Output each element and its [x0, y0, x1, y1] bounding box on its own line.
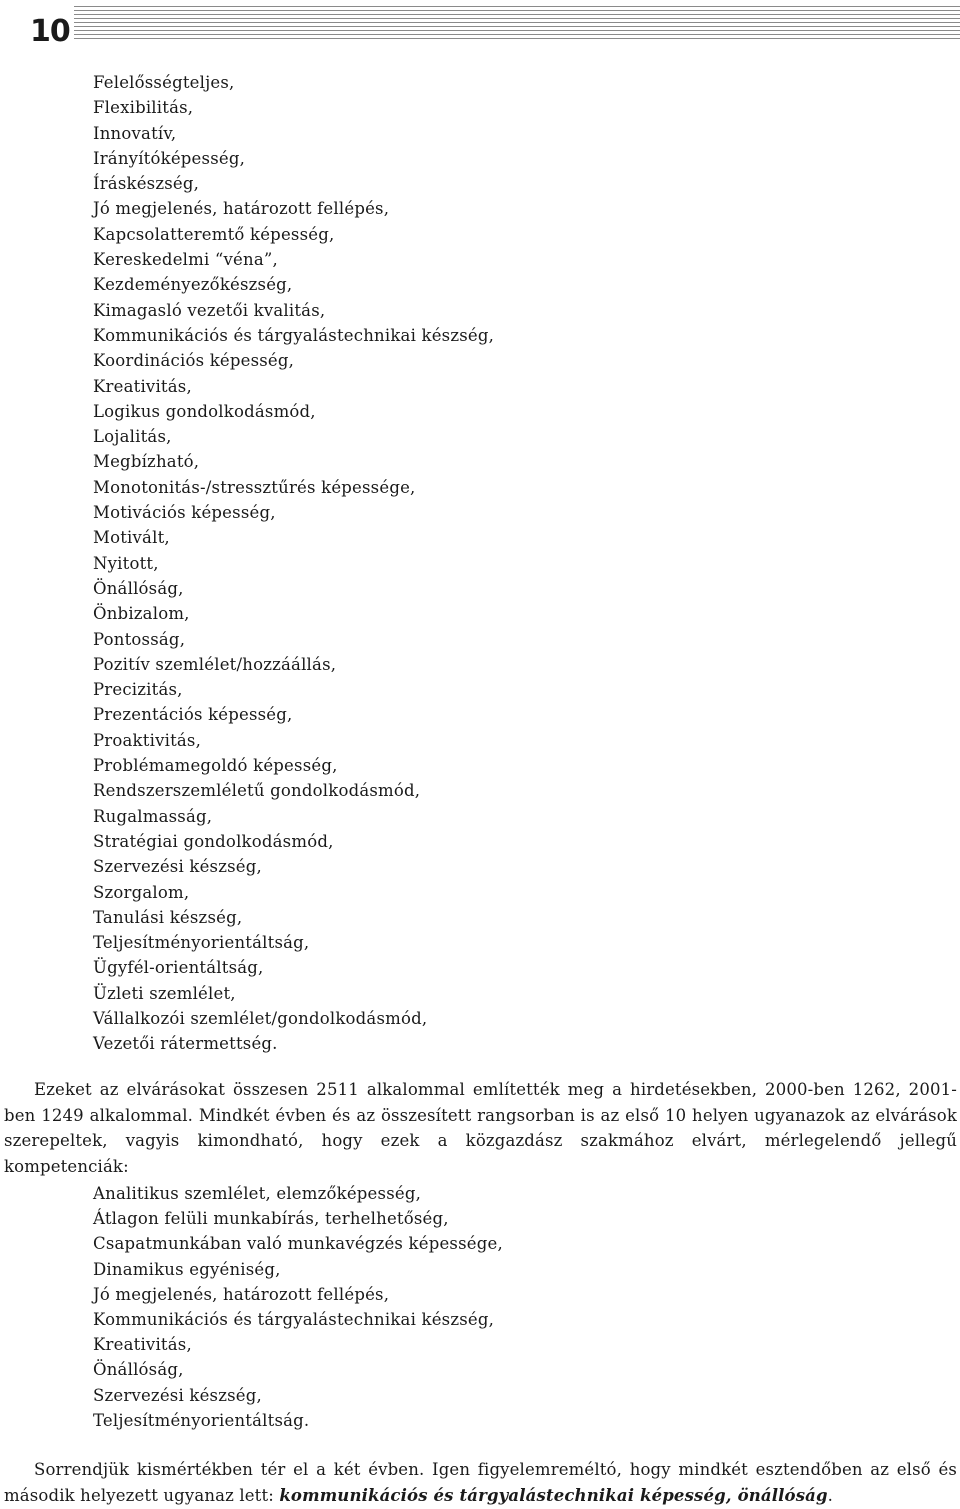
- competency-item: Önbizalom,: [93, 604, 190, 624]
- page-header: [0, 0, 960, 48]
- competency-item: Motivációs képesség,: [93, 503, 276, 523]
- competency-item: Rendszerszemléletű gondolkodásmód,: [93, 781, 421, 801]
- page-number: 10: [30, 14, 70, 49]
- competency-item: Megbízható,: [93, 452, 200, 472]
- competency-item: Íráskészség,: [93, 174, 200, 194]
- competency-item: Önállóság,: [93, 578, 184, 598]
- competency-item: Kimagasló vezetői kvalitás,: [93, 300, 326, 320]
- conclusion-end: .: [827, 1485, 834, 1505]
- competency-item: Teljesítményorientáltság,: [93, 933, 310, 953]
- conclusion-paragraph: [4, 1457, 957, 1508]
- top-competency-item: Önállóság,: [93, 1360, 184, 1380]
- page-number-box: [0, 6, 74, 49]
- competency-item: Prezentációs képesség,: [93, 705, 293, 725]
- conclusion-emphasis: kommunikációs és tárgyalástechnikai képesség, önállóság: [279, 1485, 828, 1505]
- competency-item: Kereskedelmi “véna”,: [93, 250, 278, 270]
- top-competency-item: Analitikus szemlélet, elemzőképesség,: [93, 1184, 422, 1203]
- competency-item: Üzleti szemlélet,: [93, 983, 236, 1003]
- competency-item: Jó megjelenés, határozott fellépés,: [93, 199, 390, 219]
- competency-item: Stratégiai gondolkodásmód,: [93, 831, 334, 851]
- competency-item: Tanulási készség,: [93, 907, 243, 927]
- competency-item: Lojalitás,: [93, 427, 172, 447]
- competency-item: Rugalmasság,: [93, 806, 213, 826]
- competency-item: Irányítóképesség,: [93, 148, 246, 168]
- competency-item: Proaktivitás,: [93, 730, 202, 750]
- competency-item: Kapcsolatteremtő képesség,: [93, 224, 335, 244]
- competency-item: Innovatív,: [93, 123, 177, 143]
- top-competency-item: Kommunikációs és tárgyalástechnikai készség,: [93, 1309, 495, 1329]
- competency-item: Vezetői rátermettség.: [93, 1034, 278, 1054]
- competency-item: Szorgalom,: [93, 882, 190, 902]
- competency-item: Flexibilitás,: [93, 98, 194, 118]
- competency-item: Kommunikációs és tárgyalástechnikai készség,: [93, 325, 495, 345]
- competency-item: Pontosság,: [93, 629, 186, 649]
- competency-item: Motivált,: [93, 528, 170, 548]
- header-stripe-bar: [0, 6, 960, 42]
- competency-item: Pozitív szemlélet/hozzáállás,: [93, 654, 337, 674]
- top-ten-list: [93, 1181, 503, 1433]
- top-competency-item: Teljesítményorientáltság.: [93, 1410, 310, 1430]
- competency-item: Monotonitás-/stressztűrés képessége,: [93, 477, 416, 497]
- competency-item: Nyitott,: [93, 553, 159, 573]
- top-competency-item: Dinamikus egyéniség,: [93, 1259, 281, 1279]
- competency-item: Szervezési készség,: [93, 857, 262, 877]
- competency-item: Felelősségteljes,: [93, 73, 235, 92]
- summary-paragraph: Ezeket az elvárásokat összesen 2511 alkalommal említették meg a hirdetésekben, 2000-ben 1262, 2001-ben 1249 alkalommal. Mindkét évben és az összesített rangsorban is az első 10 helyen ugyanazok az elvárások szerepeltek, vagyis kimondható, hogy ezek a közgazdász szakmához elvárt, mérlegelendő jellegű kompetenciák:: [4, 1080, 957, 1176]
- competency-item: Ügyfél-orientáltság,: [93, 958, 264, 978]
- competency-item: Vállalkozói szemlélet/gondolkodásmód,: [93, 1008, 428, 1028]
- competency-item: Logikus gondolkodásmód,: [93, 401, 316, 421]
- top-competency-item: Jó megjelenés, határozott fellépés,: [93, 1284, 390, 1304]
- top-competency-item: Átlagon felüli munkabírás, terhelhetőség,: [93, 1209, 449, 1229]
- competency-item: Koordinációs képesség,: [93, 351, 295, 371]
- competency-item: Precizitás,: [93, 680, 183, 700]
- competency-list: [93, 70, 494, 1057]
- competency-item: Problémamegoldó képesség,: [93, 756, 338, 776]
- conclusion-text: Sorrendjük kismértékben tér el a két évben. Igen figyelemreméltó, hogy mindkét esztendőben az első és második helyezett ugyanaz lett:: [4, 1460, 957, 1505]
- top-competency-item: Csapatmunkában való munkavégzés képessége,: [93, 1234, 503, 1254]
- competency-item: Kreativitás,: [93, 376, 192, 396]
- top-competency-item: Kreativitás,: [93, 1335, 192, 1355]
- competency-item: Kezdeményezőkészség,: [93, 275, 293, 295]
- top-competency-item: Szervezési készség,: [93, 1385, 262, 1405]
